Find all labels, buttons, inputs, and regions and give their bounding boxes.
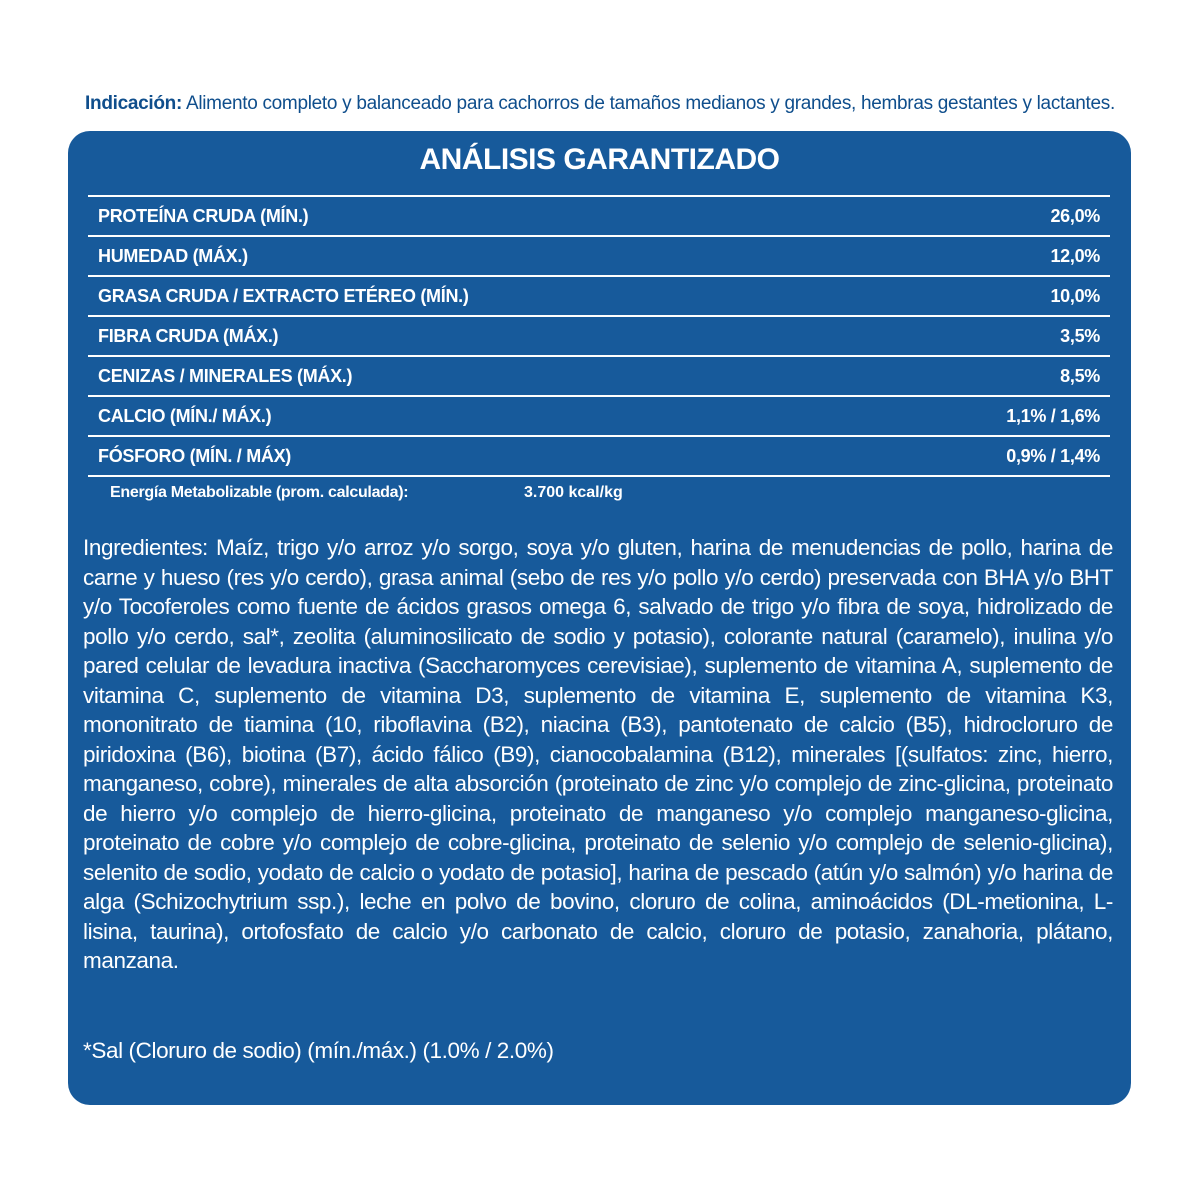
row-label: FÓSFORO (MÍN. / MÁX): [98, 445, 291, 466]
salt-footnote: *Sal (Cloruro de sodio) (mín./máx.) (1.0% / 2.0%): [83, 1038, 554, 1063]
analysis-panel: [68, 131, 1131, 1105]
row-label: HUMEDAD (MÁX.): [98, 245, 248, 266]
row-value: 0,9% / 1,4%: [1006, 445, 1100, 466]
row-label: GRASA CRUDA / EXTRACTO ETÉREO (MÍN.): [98, 285, 469, 306]
row-label: PROTEÍNA CRUDA (MÍN.): [98, 205, 309, 226]
row-value: 12,0%: [1050, 245, 1100, 266]
row-label: CALCIO (MÍN./ MÁX.): [98, 405, 272, 426]
row-value: 26,0%: [1050, 205, 1100, 226]
analysis-row-ash: [88, 357, 1110, 397]
row-value: 10,0%: [1050, 285, 1100, 306]
row-value: 3,5%: [1060, 325, 1100, 346]
analysis-row-calcium: [88, 397, 1110, 437]
row-value: 8,5%: [1060, 365, 1100, 386]
row-label: FIBRA CRUDA (MÁX.): [98, 325, 279, 346]
analysis-table: [88, 195, 1110, 477]
indication-label: Indicación:: [85, 93, 183, 114]
indication-line: [0, 93, 1200, 115]
indication-text: Alimento completo y balanceado para cachorros de tamaños medianos y grandes, hembras gestantes y lactantes.: [182, 93, 1115, 114]
analysis-row-fiber: [88, 317, 1110, 357]
analysis-row-protein: [88, 197, 1110, 237]
energy-value: 3.700 kcal/kg: [524, 484, 623, 501]
analysis-title: ANÁLISIS GARANTIZADO: [419, 143, 780, 176]
analysis-row-moisture: [88, 237, 1110, 277]
analysis-row-fat: [88, 277, 1110, 317]
energy-label: Energía Metabolizable (prom. calculada):: [110, 484, 409, 501]
analysis-row-phosphorus: [88, 437, 1110, 477]
row-value: 1,1% / 1,6%: [1006, 405, 1100, 426]
ingredients-text: Ingredientes: Maíz, trigo y/o arroz y/o sorgo, soya y/o gluten, harina de menudencias de pollo, harina de carne y hueso (res y/o cerdo), grasa animal (sebo de res y/o pollo y/o cerdo) preservada con BHA y/o BHT y/o Tocoferoles como fuente de ácidos grasos omega 6, salvado de trigo y/o fibra de soya, hidrolizado de pollo y/o cerdo, sal*, zeolita (aluminosilicato de sodio y potasio), colorante natural (caramelo), inulina y/o pared celular de levadura inactiva (Saccharomyces cerevisiae), suplemento de vitamina A, suplemento de vitamina C, suplemento de vitamina D3, suplemento de vitamina E, suplemento de vitamina K3, mononitrato de tiamina (10, riboflavina (B2), niacina (B3), pantotenato de calcio (B5), hidrocloruro de piridoxina (B6), biotina (B7), ácido fálico (B9), cianocobalamina (B12), minerales [(sulfatos: zinc, hierro, manganeso, cobre), minerales de alta absorción (proteinato de zinc y/o complejo de zinc-glicina, proteinato de hierro y/o complejo de hierro-glicina, proteinato de manganeso y/o complejo manganeso-glicina, proteinato de cobre y/o complejo de cobre-glicina, proteinato de selenio y/o complejo de selenio-glicina), selenito de sodio, yodato de calcio o yodato de potasio], harina de pescado (atún y/o salmón) y/o harina de alga (Schizochytrium ssp.), leche en polvo de bovino, cloruro de colina, aminoácidos (DL-metionina, L-lisina, taurina), ortofosfato de calcio y/o carbonato de calcio, cloruro de potasio, zanahoria, plátano, manzana.: [83, 535, 1113, 973]
row-label: CENIZAS / MINERALES (MÁX.): [98, 365, 353, 386]
